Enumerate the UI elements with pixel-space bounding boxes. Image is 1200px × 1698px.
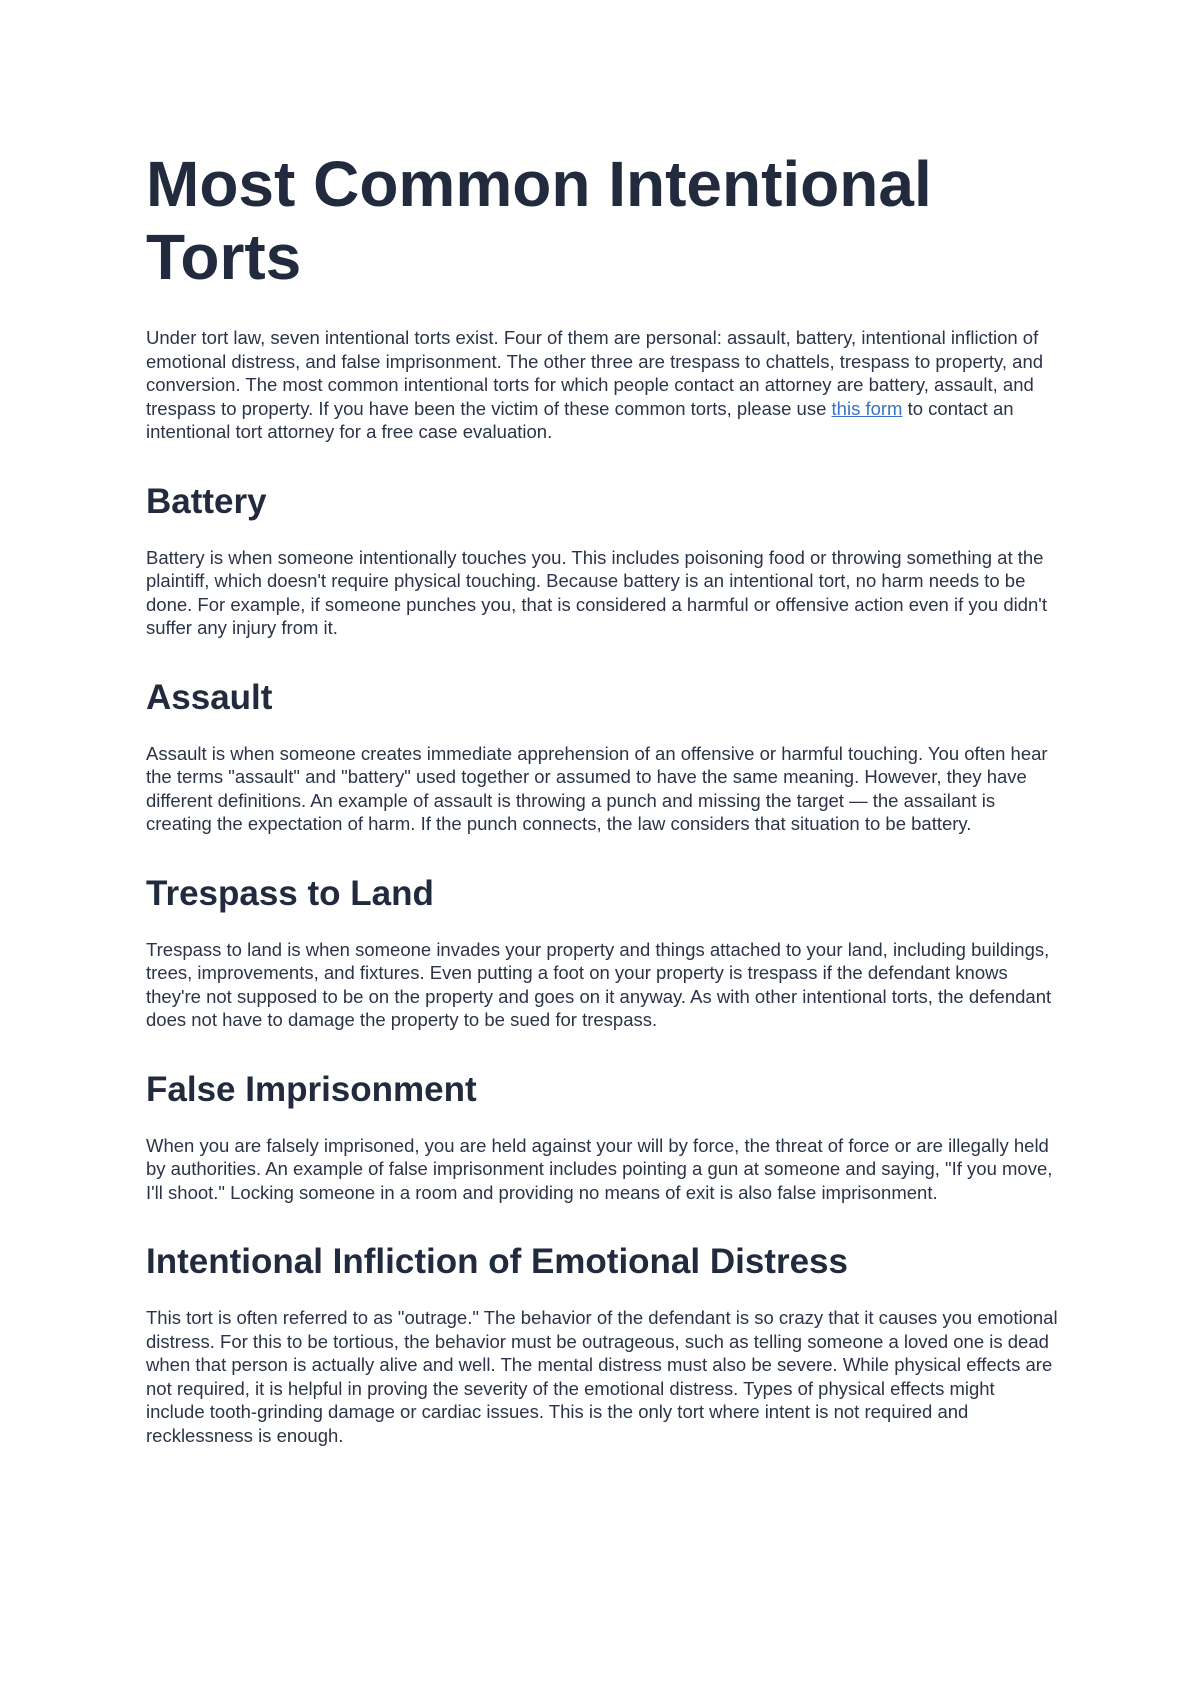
section-heading-assault: Assault — [146, 677, 273, 717]
intro-text-before-link: Under tort law, seven intentional torts exist. Four of them are personal: assault, battery, intentional infliction of emotional distress, and false imprisonment. The other three are trespass to chattels, trespass to property, and conversion. The most common intentional torts for which people contact an attorney are battery, assault, and trespass to property. If you have been the victim of these common torts, please use — [146, 327, 1044, 419]
section-heading-false-imprisonment: False Imprisonment — [146, 1069, 477, 1109]
section-heading-trespass-to-land: Trespass to Land — [146, 873, 434, 913]
section-body-trespass-to-land: Trespass to land is when someone invades your property and things attached to your land, including buildings, trees, improvements, and fixtures. Even putting a foot on your property is trespass if the defendant knows they're not supposed to be on the property and goes on it anyway. As with other intentional torts, the defendant does not have to damage the property to be sued for trespass. — [146, 938, 1052, 1030]
section-body-false-imprisonment: When you are falsely imprisoned, you are held against your will by force, the threat of force or are illegally held by authorities. An example of false imprisonment includes pointing a gun at someone and saying, "If you move, I'll shoot." Locking someone in a room and providing no means of exit is also false imprisonment. — [146, 1134, 1053, 1203]
section-body-emotional-distress: This tort is often referred to as "outrage." The behavior of the defendant is so crazy that it causes you emotional distress. For this to be tortious, the behavior must be outrageous, such as telling someone a loved one is dead when that person is actually alive and well. The mental distress must also be severe. While physical effects are not required, it is helpful in proving the severity of the emotional distress. Types of physical effects might include tooth-grinding damage or cardiac issues. This is the only tort where intent is not required and recklessness is enough. — [146, 1307, 1058, 1446]
intro-text-after-link: to contact an intentional tort attorney for a free case evaluation. — [146, 397, 1014, 442]
page-title: Most Common Intentional Torts — [146, 148, 932, 293]
intro-paragraph — [146, 326, 1058, 444]
section-heading-emotional-distress: Intentional Infliction of Emotional Distress — [146, 1242, 848, 1281]
section-body-assault: Assault is when someone creates immediate apprehension of an offensive or harmful touching. You often hear the terms "assault" and "battery" used together or assumed to have the same meaning. However, they have different definitions. An example of assault is throwing a punch and missing the target — the assailant is creating the expectation of harm. If the punch connects, the law considers that situation to be battery. — [146, 742, 1048, 834]
section-body-battery: Battery is when someone intentionally touches you. This includes poisoning food or throwing something at the plaintiff, which doesn't require physical touching. Because battery is an intentional tort, no harm needs to be done. For example, if someone punches you, that is considered a harmful or offensive action even if you didn't suffer any injury from it. — [146, 546, 1047, 638]
section-heading-battery: Battery — [146, 481, 267, 521]
document-page — [146, 148, 1058, 1447]
this-form-link[interactable]: this form — [831, 397, 903, 419]
